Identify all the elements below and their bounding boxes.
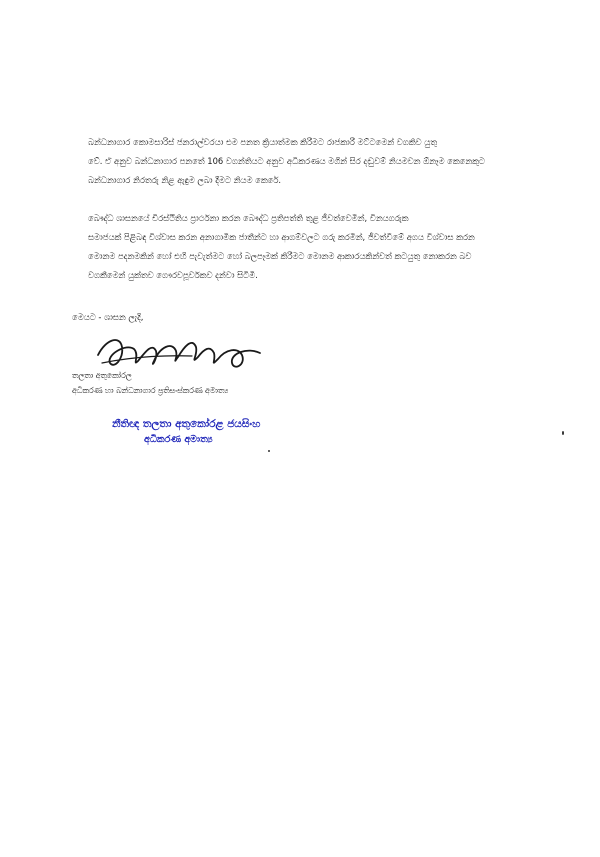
paragraph-line: මොනම පදනමකින් හෝ එහි පැවැත්මට හෝ බලපෑමක් කිරීමට මොනම ආකාරයකින්වත් කටයුතු නොකරන බව [88, 251, 472, 261]
closing-salutation: මෙයට - ශාසන ලැදි, [72, 312, 144, 322]
paragraph-line: වේ. ඒ අනුව බන්ධනාගාර පනතේ 106 වගන්තියට අනුව අධිකරණය මගින් සිර දඬුවම් නියමවන ඕනෑම කෙනෙකුට [88, 156, 485, 166]
signer-title: අධිකරණ හා බන්ධනාගාර ප්‍රතිසංස්කරණ අමාත්‍ය [72, 386, 229, 395]
signer-name: තලතා අතුකෝරල [72, 371, 132, 380]
paragraph-line: වගකීමෙන් යුක්තව ගෞරවපූර්වකව දන්වා සිටිමි. [88, 270, 258, 280]
paragraph-line: බන්ධනාගාර නිරතරු නිළ ඇඳුම ලබා දීමට නියම කෙරේ. [88, 175, 282, 185]
paragraph-line: සමාජයක් පිළිබඳ විශ්වාස කරන අනාගාමික ජාතීන්ට හා ආගම්වලට ගරු කරමින්, ජීවත්වීමේ අගය විශ්වාස කරන [88, 232, 475, 242]
paragraph-1 [88, 133, 516, 190]
paragraph-line: බෞද්ධ ශාසනයේ චිරස්ථිතිය ප්‍රාර්ථනා කරන බෞද්ධ ප්‍රතිපත්ති තුළ ජීවත්වෙමින්, විනයගරුක [88, 213, 409, 223]
official-stamp-title: අධිකරණ අමාත්‍ය [144, 434, 213, 445]
handwritten-signature [92, 325, 272, 377]
paragraph-line: බන්ධනාගාර කොමසාරිස් ජනරාල්වරයා එම පනත ක්‍රියාත්මක කිරීමට රාජකාරී මට්ටමෙන් වගකිව යුතු [88, 137, 438, 147]
official-stamp-name: නීතිඥ තලතා අතුකෝරළ ජයසිංහ [112, 418, 261, 430]
scan-speck [268, 450, 270, 452]
paragraph-2 [88, 209, 516, 285]
scan-speck [562, 431, 564, 435]
